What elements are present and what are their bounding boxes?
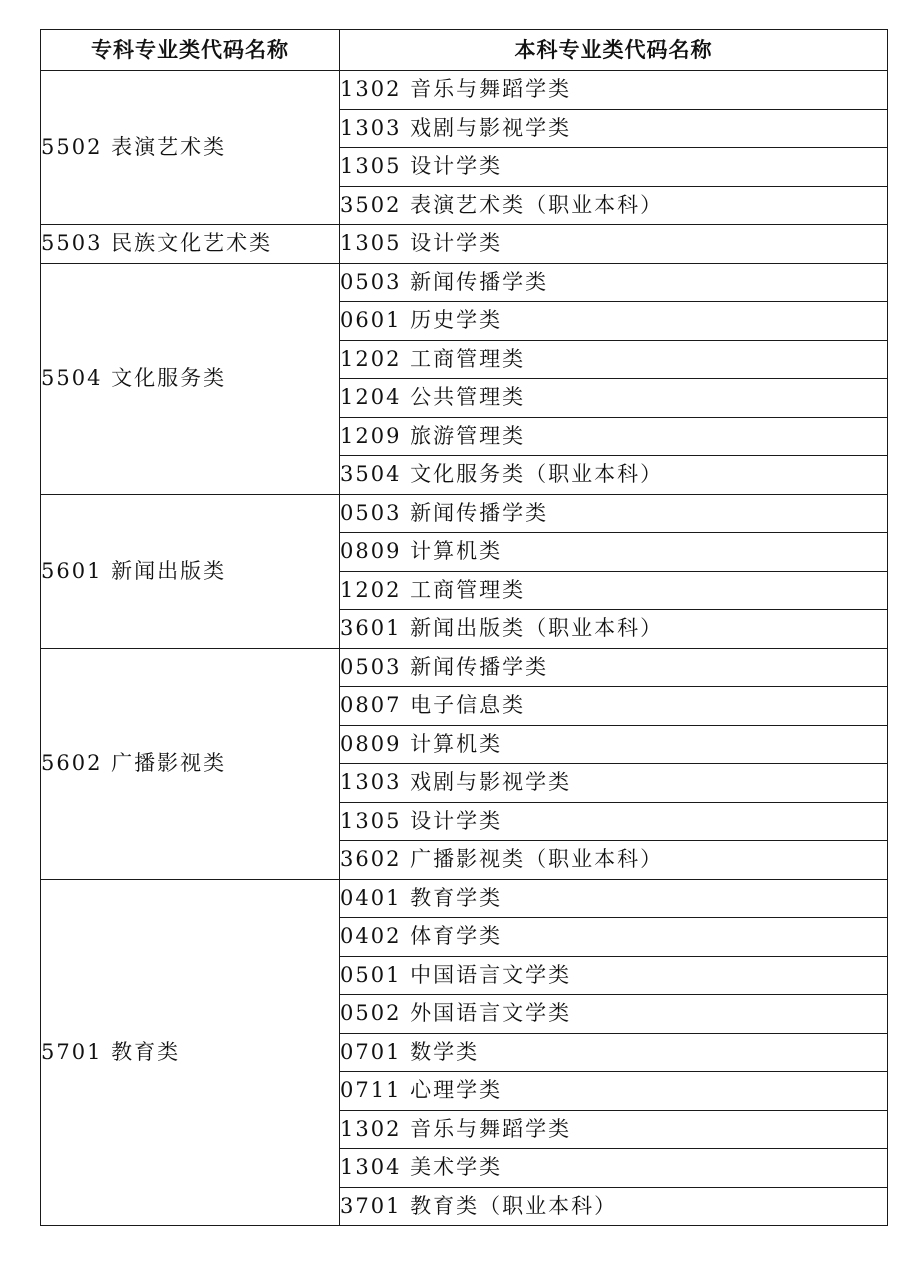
benke-cell: 0807 电子信息类 — [340, 687, 888, 726]
benke-cell: 1305 设计学类 — [340, 148, 888, 187]
header-row — [41, 30, 888, 71]
zhuanke-cell: 5701 教育类 — [41, 879, 340, 1226]
benke-cell: 0503 新闻传播学类 — [340, 648, 888, 687]
benke-cell: 0501 中国语言文学类 — [340, 956, 888, 995]
benke-cell: 3701 教育类（职业本科） — [340, 1187, 888, 1226]
zhuanke-cell: 5601 新闻出版类 — [41, 494, 340, 648]
zhuanke-cell: 5503 民族文化艺术类 — [41, 225, 340, 264]
benke-cell: 1303 戏剧与影视学类 — [340, 764, 888, 803]
benke-cell: 3502 表演艺术类（职业本科） — [340, 186, 888, 225]
benke-cell: 1305 设计学类 — [340, 225, 888, 264]
benke-cell: 1305 设计学类 — [340, 802, 888, 841]
benke-cell: 1304 美术学类 — [340, 1149, 888, 1188]
benke-cell: 0502 外国语言文学类 — [340, 995, 888, 1034]
major-mapping-table — [40, 29, 888, 1226]
header-benke: 本科专业类代码名称 — [340, 30, 888, 71]
benke-cell: 3602 广播影视类（职业本科） — [340, 841, 888, 880]
table-row — [41, 263, 888, 302]
benke-cell: 1303 戏剧与影视学类 — [340, 109, 888, 148]
table-row — [41, 71, 888, 110]
table-row — [41, 494, 888, 533]
table-row — [41, 225, 888, 264]
benke-cell: 0809 计算机类 — [340, 725, 888, 764]
benke-cell: 0503 新闻传播学类 — [340, 494, 888, 533]
benke-cell: 1202 工商管理类 — [340, 340, 888, 379]
benke-cell: 1302 音乐与舞蹈学类 — [340, 1110, 888, 1149]
benke-cell: 0701 数学类 — [340, 1033, 888, 1072]
benke-cell: 0601 历史学类 — [340, 302, 888, 341]
benke-cell: 0401 教育学类 — [340, 879, 888, 918]
zhuanke-cell: 5504 文化服务类 — [41, 263, 340, 494]
benke-cell: 0503 新闻传播学类 — [340, 263, 888, 302]
benke-cell: 3601 新闻出版类（职业本科） — [340, 610, 888, 649]
table-row — [41, 648, 888, 687]
zhuanke-cell: 5602 广播影视类 — [41, 648, 340, 879]
zhuanke-cell: 5502 表演艺术类 — [41, 71, 340, 225]
benke-cell: 1204 公共管理类 — [340, 379, 888, 418]
benke-cell: 0809 计算机类 — [340, 533, 888, 572]
header-zhuanke: 专科专业类代码名称 — [41, 30, 340, 71]
table-row — [41, 879, 888, 918]
benke-cell: 0402 体育学类 — [340, 918, 888, 957]
benke-cell: 1202 工商管理类 — [340, 571, 888, 610]
benke-cell: 3504 文化服务类（职业本科） — [340, 456, 888, 495]
benke-cell: 0711 心理学类 — [340, 1072, 888, 1111]
benke-cell: 1302 音乐与舞蹈学类 — [340, 71, 888, 110]
benke-cell: 1209 旅游管理类 — [340, 417, 888, 456]
